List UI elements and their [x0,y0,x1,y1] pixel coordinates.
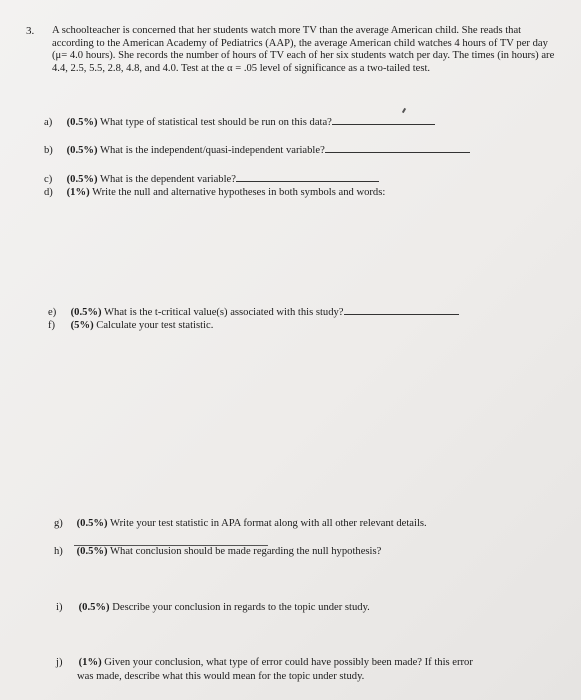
part-letter: a) [44,117,53,128]
part-letter: b) [44,145,53,156]
part-weight: (0.5%) [66,174,98,185]
part-weight: (1%) [78,657,102,668]
part-letter: g) [54,518,63,529]
part-weight: (0.5%) [76,518,108,529]
part-letter: i) [56,602,63,613]
pen-mark [402,108,406,113]
part-letter: f) [48,320,56,331]
part-letter: h) [54,546,63,557]
part-weight: (1%) [66,187,90,198]
part-text: Write the null and alternative hypotheses in both symbols and words: [92,187,386,198]
part-g [54,518,427,529]
part-text: What conclusion should be made regarding the null hypothesis? [110,546,382,557]
part-text: Describe your conclusion in regards to the topic under study. [112,602,370,613]
answer-blank[interactable] [236,173,379,182]
part-d [44,187,385,198]
part-text: What type of statistical test should be run on this data? [100,117,332,128]
part-text: What is the t-critical value(s) associated with this study? [104,307,344,318]
part-b [44,144,470,156]
part-weight: (0.5%) [70,307,102,318]
part-a [44,116,435,128]
part-text: What is the dependent variable? [100,174,236,185]
question-intro: A schoolteacher is concerned that her students watch more TV than the average American child. She reads that according to the American Academy of Pediatrics (AAP), the average American child watches 4 hours of TV per day (μ= 4.0 hours). She records the number of hours of TV each of her six students watch per day. The times (in hours) are 4.4, 2.5, 5.5, 2.8, 4.8, and 4.0. Test at the α = .05 level of significance as a two-tailed test. [52,25,555,74]
part-weight: (0.5%) [66,117,98,128]
part-letter: d) [44,187,53,198]
part-j [56,657,473,668]
part-text: Given your conclusion, what type of error could have possibly been made? If this error [104,657,473,668]
question-number: 3. [26,25,35,37]
part-e [48,306,459,318]
part-letter: j) [56,657,63,668]
part-j-continuation: was made, describe what this would mean for the topic under study. [77,671,365,682]
part-weight: (5%) [70,320,94,331]
part-letter: c) [44,174,53,185]
part-text: What is the independent/quasi-independent variable? [100,145,325,156]
part-f [48,320,213,331]
part-i [56,602,370,613]
part-letter: e) [48,307,57,318]
answer-blank[interactable] [325,144,470,153]
answer-blank[interactable] [344,306,459,315]
part-weight: (0.5%) [78,602,110,613]
part-h [54,546,381,557]
part-c [44,173,379,185]
part-text: Write your test statistic in APA format along with all other relevant details. [110,518,427,529]
answer-blank[interactable] [332,116,435,125]
part-weight: (0.5%) [76,546,108,557]
part-weight: (0.5%) [66,145,98,156]
part-text: Calculate your test statistic. [96,320,214,331]
